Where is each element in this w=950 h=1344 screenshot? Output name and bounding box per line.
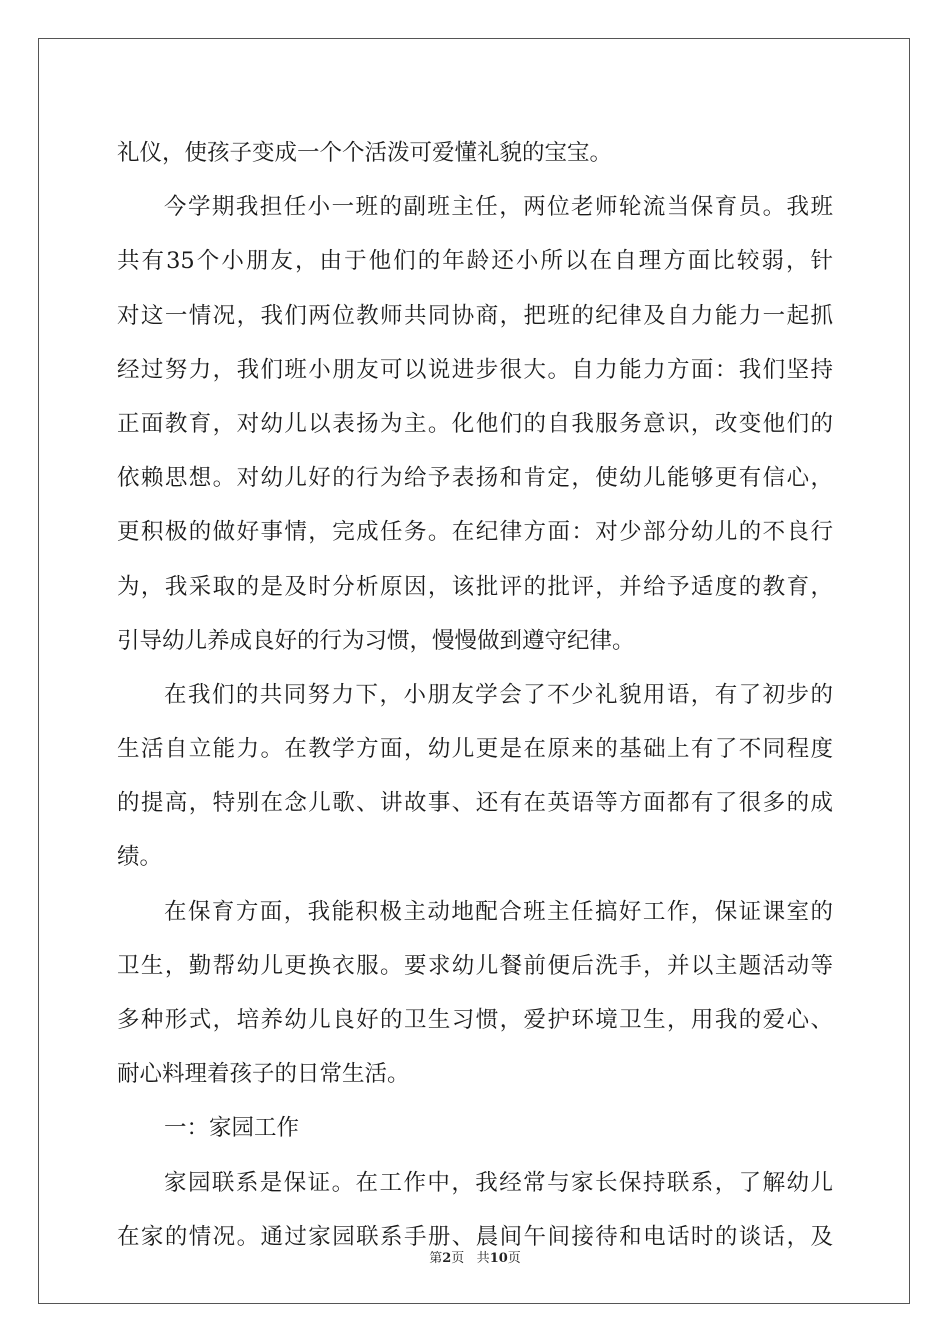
- text-line: 卫生，勤帮幼儿更换衣服。要求幼儿餐前便后洗手，并以主题活动等: [117, 952, 833, 979]
- text-line: 共有35个小朋友，由于他们的年龄还小所以在自理方面比较弱，针: [117, 248, 833, 275]
- document-body: [117, 126, 833, 1264]
- footer-total-pages: 10: [489, 1251, 508, 1266]
- text-line: 在保育方面，我能积极主动地配合班主任搞好工作，保证课室的: [164, 898, 833, 925]
- text-line: 依赖思想。对幼儿好的行为给予表扬和肯定，使幼儿能够更有信心，: [117, 465, 833, 492]
- text-line: 耐心料理着孩子的日常生活。: [117, 1061, 410, 1088]
- text-line: 经过努力，我们班小朋友可以说进步很大。自力能力方面：我们坚持: [117, 356, 833, 383]
- text-line: 多种形式，培养幼儿良好的卫生习惯，爱护环境卫生，用我的爱心、: [117, 1007, 833, 1033]
- text-line: 今学期我担任小一班的副班主任，两位老师轮流当保育员。我班: [164, 194, 833, 221]
- footer-page-prefix: 第: [429, 1251, 443, 1266]
- footer-page-number: 2: [442, 1251, 452, 1266]
- text-line: 的提高，特别在念儿歌、讲故事、还有在英语等方面都有了很多的成: [117, 790, 833, 817]
- page-footer: [0, 1247, 950, 1266]
- text-line: 引导幼儿养成良好的行为习惯，慢慢做到遵守纪律。: [117, 627, 635, 654]
- text-line: 正面教育，对幼儿以表扬为主。化他们的自我服务意识，改变他们的: [117, 410, 833, 437]
- text-line: 一：家园工作: [164, 1115, 300, 1142]
- text-line: 对这一情况，我们两位教师共同协商，把班的纪律及自力能力一起抓: [117, 302, 833, 329]
- text-line: 家园联系是保证。在工作中，我经常与家长保持联系，了解幼儿: [164, 1169, 833, 1196]
- text-line: 绩。: [117, 844, 163, 871]
- footer-page-suffix: 页: [451, 1251, 465, 1266]
- text-line: 在我们的共同努力下，小朋友学会了不少礼貌用语，有了初步的: [164, 681, 833, 708]
- text-line: 礼仪，使孩子变成一个个活泼可爱懂礼貌的宝宝。: [117, 140, 613, 166]
- footer-total-suffix: 页: [507, 1251, 521, 1266]
- text-line: 在家的情况。通过家园联系手册、晨间午间接待和电话时的谈话，及: [117, 1223, 833, 1250]
- text-line: 生活自立能力。在教学方面，幼儿更是在原来的基础上有了不同程度: [117, 736, 833, 763]
- text-line: 更积极的做好事情，完成任务。在纪律方面：对少部分幼儿的不良行: [117, 519, 833, 546]
- footer-total-prefix: 共: [476, 1251, 490, 1266]
- text-line: 为，我采取的是及时分析原因，该批评的批评，并给予适度的教育，: [117, 573, 833, 600]
